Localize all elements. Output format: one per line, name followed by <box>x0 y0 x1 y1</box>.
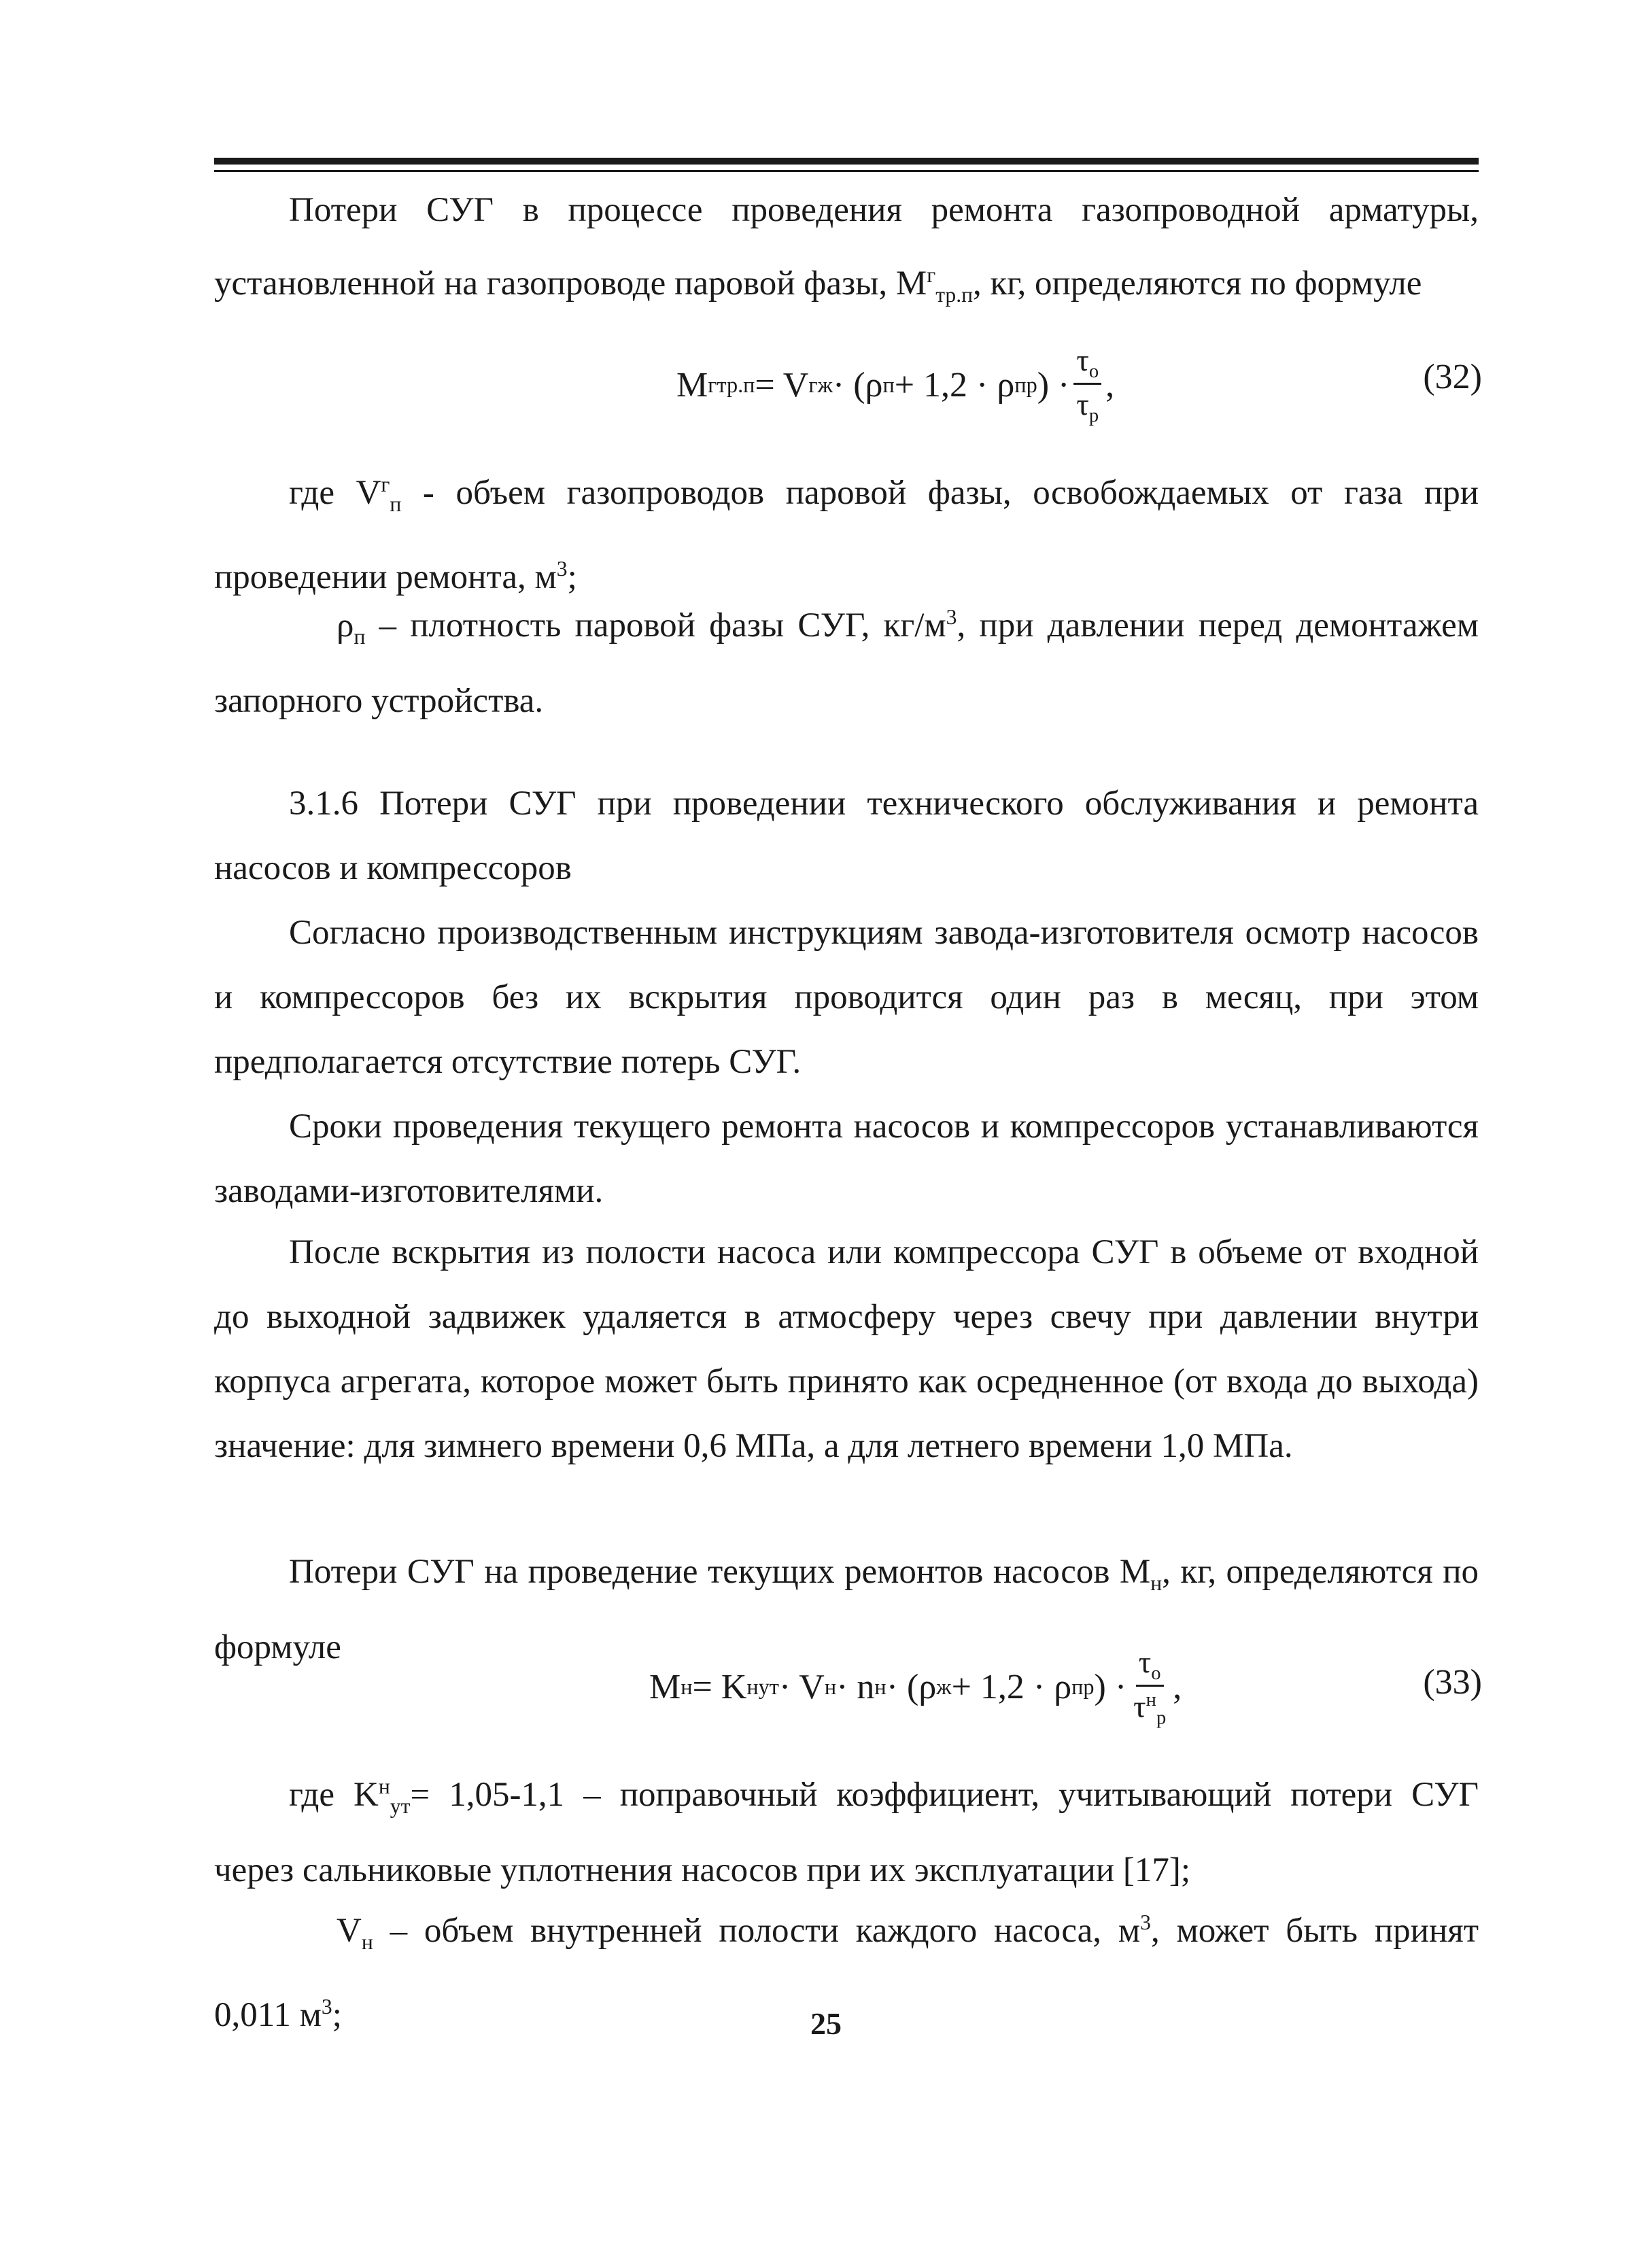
fraction-tau-pump: $\frac{\tau_о}{\tau^н_р}$ <box>1133 1645 1167 1729</box>
paragraph-armature-losses: Потери СУГ в процессе проведения ремонта газопроводной арматуры, установленной на газопроводе паровой фазы, $M^г_{тр.п}$, кг, определяются по формуле <box>214 191 1479 307</box>
equation-number-33: (33) <box>1423 1663 1482 1702</box>
paragraph-where-k: где $K^н_{ут}= 1,05-1,1$ – поправочный коэффициент, учитывающий потери СУГ через сальниковые уплотнения насосов при их эксплуатации [17]; <box>214 1774 1479 1890</box>
section-heading-3-1-6: 3.1.6 Потери СУГ при проведении технического обслуживания и ремонта насосов и компрессоров <box>214 785 1479 887</box>
header-rule-thin <box>214 170 1479 172</box>
paragraph-pressure: После вскрытия из полости насоса или компрессора СУГ в объеме от входной до выходной задвижек удаляется в атмосферу через свечу при давлении внутри корпуса агрегата, которое может быть принято как осредненное (от входа до выхода) значение: для зимнего времени 0,6 МПа, а для летнего времени 1,0 МПа. <box>214 1233 1479 1465</box>
fraction-tau: $\frac{\tau_о}{\tau_р}$ <box>1073 343 1101 426</box>
header-rule-thick <box>214 158 1479 165</box>
paragraph-repair-terms: Сроки проведения текущего ремонта насосов и компрессоров устанавливаются заводами-изготовителями. <box>214 1107 1479 1210</box>
paragraph-where-vg: где $V^г_п$ - объем газопроводов паровой фазы, освобождаемых от газа при проведении ремонта, $м^3$; <box>214 472 1479 597</box>
paragraph-inspection: Согласно производственным инструкциям завода-изготовителя осмотр насосов и компрессоров без их вскрытия проводится один раз в месяц, при этом предполагается отсутствие потерь СУГ. <box>214 914 1479 1081</box>
formula-32: M г тр.п = V г ж · (ρ п + 1,2 · ρ пр ) · $\frac{\tau_о}{\tau_р}$ , <box>676 343 1115 426</box>
formula-33: M н = K н ут · V н · n н · (ρ ж + 1,2 · ρ пр ) · $\frac{\tau_о}{\tau^н_р}$ , <box>649 1645 1182 1729</box>
paragraph-pump-volume: $V_н$ – объем внутренней полости каждого насоса, $м^3$, может быть принят 0,011 $м^3$; <box>214 1910 1479 2035</box>
equation-number-32: (32) <box>1423 358 1482 396</box>
page-number: 25 <box>810 2006 842 2041</box>
paragraph-pump-losses: Потери СУГ на проведение текущих ремонтов насосов $M_н$, кг, определяются по формуле <box>214 1553 1479 1667</box>
paragraph-vapor-density: $\rho_п$ – плотность паровой фазы СУГ, $кг/м^3$, при давлении перед демонтажем запорного устройства. <box>214 605 1479 721</box>
